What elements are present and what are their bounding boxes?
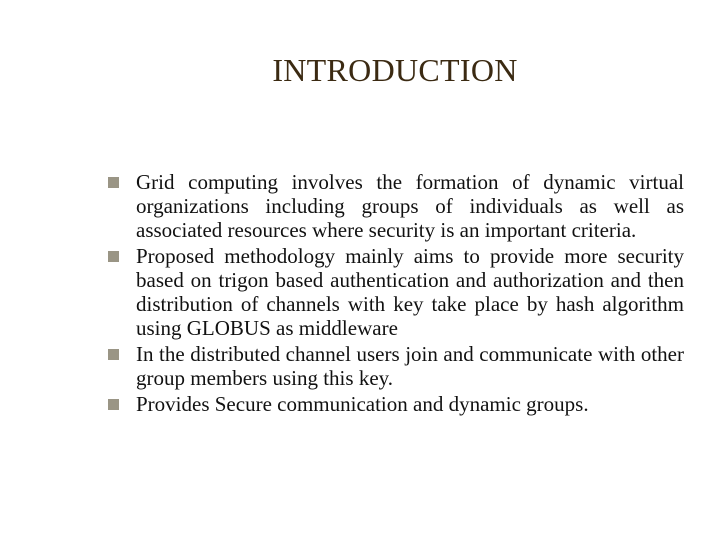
bullet-text: In the distributed channel users join and communicate with other group members using this key. (136, 342, 684, 390)
bullet-text: Proposed methodology mainly aims to provide more security based on trigon based authentication and authorization and then distribution of channels with key take place by hash algorithm using GLOBUS as middleware (136, 244, 684, 340)
bullet-text: Provides Secure communication and dynamic groups. (136, 392, 589, 416)
bullet-item (108, 244, 684, 340)
bullet-item (108, 392, 684, 416)
bullet-item (108, 342, 684, 390)
slide-title: INTRODUCTION (272, 52, 518, 88)
bullet-item (108, 170, 684, 242)
square-bullet-icon (108, 399, 119, 410)
square-bullet-icon (108, 177, 119, 188)
square-bullet-icon (108, 349, 119, 360)
square-bullet-icon (108, 251, 119, 262)
bullet-text: Grid computing involves the formation of dynamic virtual organizations including groups of individuals as well as associated resources where security is an important criteria. (136, 170, 684, 242)
bullet-list (108, 170, 684, 418)
